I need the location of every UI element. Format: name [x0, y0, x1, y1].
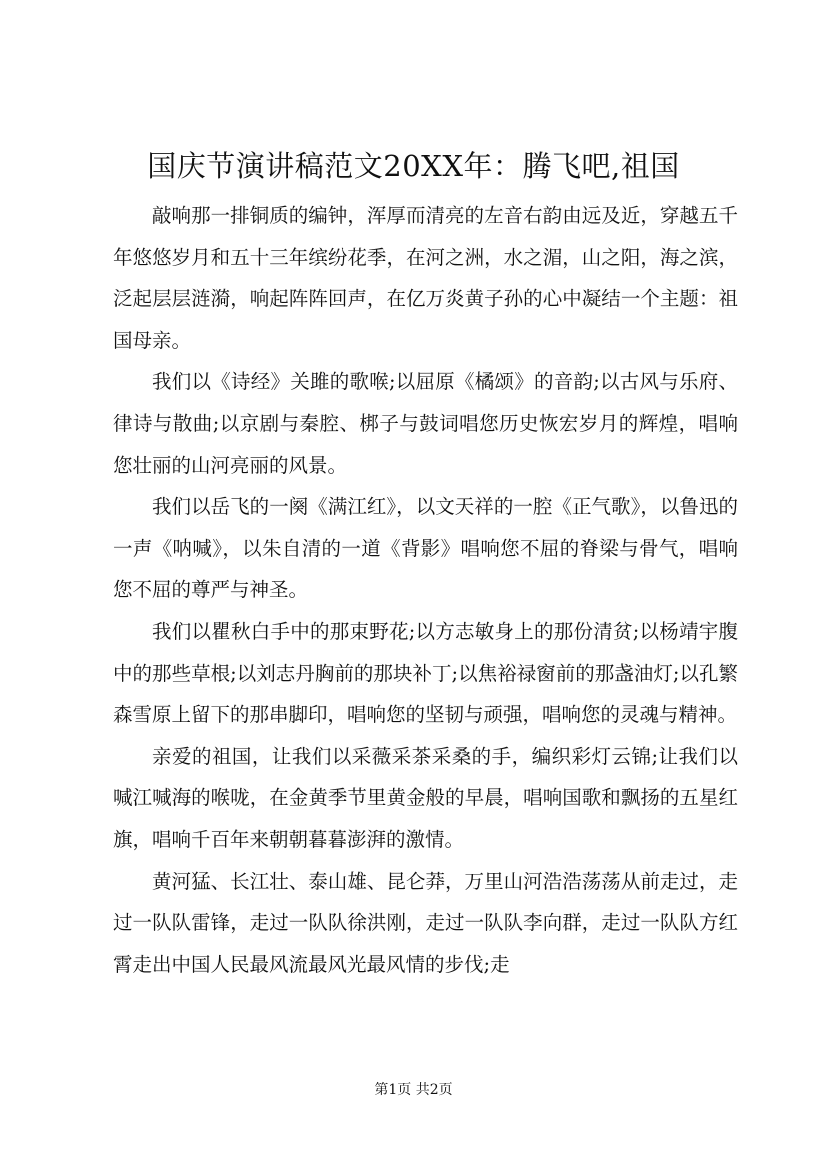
paragraph: 我们以瞿秋白手中的那束野花;以方志敏身上的那份清贫;以杨靖宇腹中的那些草根;以刘志丹胸前的那块补丁;以焦裕禄窗前的那盏油灯;以孔繁森雪原上留下的那串脚印，唱响您的坚韧与顽强，唱响您的灵魂与精神。	[113, 619, 738, 727]
paragraph: 我们以《诗经》关雎的歌喉;以屈原《橘颂》的音韵;以古风与乐府、律诗与散曲;以京剧与秦腔、梆子与鼓词唱您历史恢宏岁月的辉煌，唱响您壮丽的山河亮丽的风景。	[113, 370, 738, 477]
paragraph: 我们以岳飞的一阕《满江红》，以文天祥的一腔《正气歌》，以鲁迅的一声《呐喊》，以朱自清的一道《背影》唱响您不屈的脊梁与骨气，唱响您不屈的尊严与神圣。	[113, 495, 738, 602]
paragraph: 黄河猛、长江壮、泰山雄、昆仑莽，万里山河浩浩荡荡从前走过，走过一队队雷锋，走过一队队徐洪刚，走过一队队李向群，走过一队队方红霄走出中国人民最风流最风光最风情的步伐;走	[113, 869, 738, 976]
paragraph: 敲响那一排铜质的编钟，浑厚而清亮的左音右韵由远及近，穿越五千年悠悠岁月和五十三年缤纷花季，在河之洲，水之湄，山之阳，海之滨，泛起层层涟漪，响起阵阵回声，在亿万炎黄子孙的心中凝结一个主题：祖国母亲。	[113, 204, 738, 352]
document-body	[113, 195, 738, 985]
paragraph: 亲爱的祖国，让我们以采薇采茶采桑的手，编织彩灯云锦;让我们以喊江喊海的喉咙，在金黄季节里黄金般的早晨，唱响国歌和飘扬的五星红旗，唱响千百年来朝朝暮暮澎湃的激情。	[113, 744, 738, 851]
document-title: 国庆节演讲稿范文20XX年：腾飞吧,祖国	[147, 149, 680, 183]
page-number-footer: 第1页 共2页	[374, 1082, 453, 1098]
